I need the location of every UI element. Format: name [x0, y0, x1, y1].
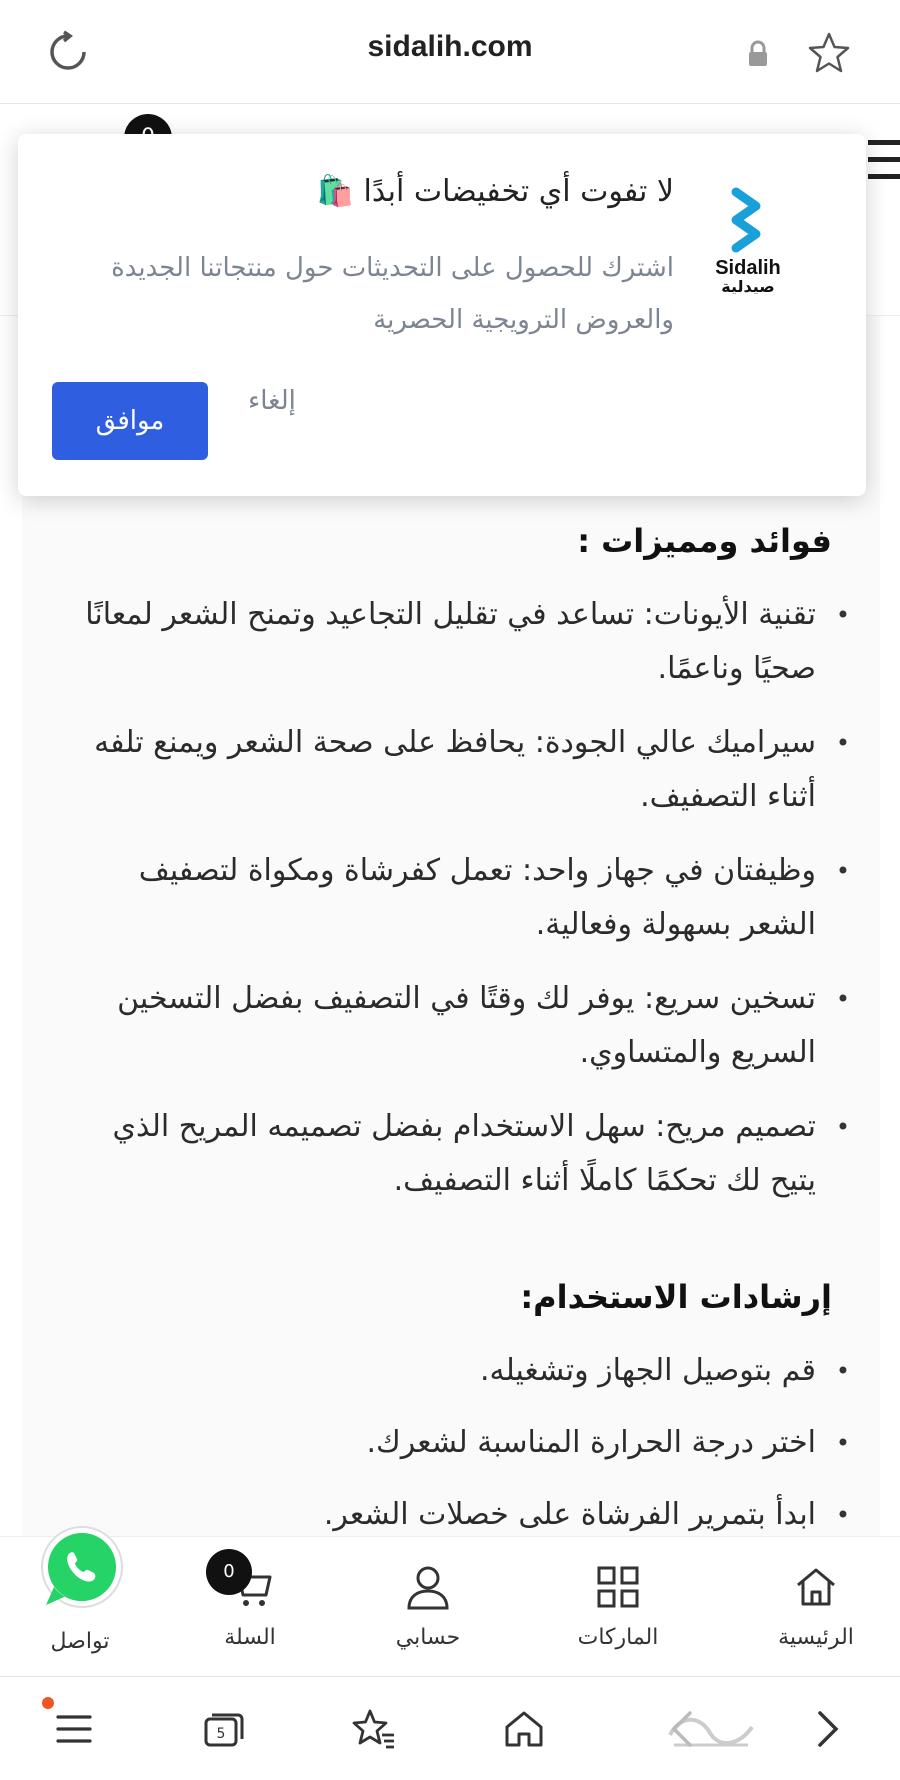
- whatsapp-icon[interactable]: [32, 1523, 128, 1619]
- features-list: [62, 588, 842, 1208]
- subscribe-popup: [18, 134, 866, 496]
- svg-text:5: 5: [216, 1726, 226, 1742]
- tabs-icon[interactable]: [202, 1707, 246, 1751]
- popup-title: لا تفوت أي تخفيضات أبدًا 🛍️: [316, 174, 674, 209]
- list-item: • اختر درجة الحرارة المناسبة لشعرك.: [62, 1416, 842, 1470]
- user-icon: [404, 1563, 452, 1611]
- list-item: • تصميم مريح: سهل الاستخدام بفضل تصميمه المريح الذي يتيح لك تحكمًا كاملًا أثناء التصفيف.: [62, 1100, 842, 1208]
- features-title: فوائد ومميزات :: [577, 522, 832, 560]
- nav-home[interactable]: [746, 1563, 886, 1663]
- list-item: • سيراميك عالي الجودة: يحافظ على صحة الشعر ويمنع تلفه أثناء التصفيف.: [62, 716, 842, 824]
- grid-icon: [594, 1563, 642, 1611]
- cancel-button[interactable]: إلغاء: [248, 386, 296, 416]
- home-icon: [792, 1563, 840, 1611]
- back-icon[interactable]: [660, 1707, 704, 1751]
- usage-list: [62, 1344, 842, 1536]
- bookmark-star-icon[interactable]: [806, 30, 852, 76]
- svg-text:صيدلية: صيدلية: [721, 277, 775, 294]
- nav-brands[interactable]: [548, 1563, 688, 1663]
- notification-dot: [42, 1697, 54, 1709]
- forward-icon[interactable]: [806, 1707, 850, 1751]
- list-item: • وظيفتان في جهاز واحد: تعمل كفرشاة ومكواة لتصفيف الشعر بسهولة وفعالية.: [62, 844, 842, 952]
- home-icon[interactable]: [502, 1707, 546, 1751]
- svg-text:Sidalih: Sidalih: [715, 257, 781, 279]
- nav-account[interactable]: [358, 1563, 498, 1663]
- accept-button[interactable]: موافق: [52, 382, 208, 460]
- nav-home-label: الرئيسية: [778, 1625, 854, 1650]
- cart-count-badge: 0: [206, 1549, 252, 1595]
- nav-contact-label[interactable]: تواصل: [50, 1629, 110, 1654]
- browser-bottom-toolbar: [0, 1676, 900, 1780]
- favorites-icon[interactable]: [352, 1707, 396, 1751]
- nav-account-label: حسابي: [395, 1625, 461, 1650]
- url-text[interactable]: sidalih.com: [367, 30, 533, 63]
- usage-title: إرشادات الاستخدام:: [520, 1278, 832, 1316]
- popup-body: اشترك للحصول على التحديثات حول منتجاتنا الجديدة والعروض الترويجية الحصرية: [111, 253, 674, 335]
- product-description: [22, 316, 880, 1536]
- list-item: • ابدأ بتمرير الفرشاة على خصلات الشعر.: [62, 1488, 842, 1536]
- sidalih-logo: [698, 184, 798, 294]
- header-menu-icon[interactable]: [868, 140, 900, 184]
- list-item: • تقنية الأيونات: تساعد في تقليل التجاعيد وتمنح الشعر لمعانًا صحيًا وناعمًا.: [62, 588, 842, 696]
- nav-cart-label: السلة: [224, 1625, 276, 1650]
- site-bottom-nav: [0, 1536, 900, 1676]
- list-item: • تسخين سريع: يوفر لك وقتًا في التصفيف بفضل التسخين السريع والمتساوي.: [62, 972, 842, 1080]
- lock-icon: [746, 40, 770, 68]
- list-item: • قم بتوصيل الجهاز وتشغيله.: [62, 1344, 842, 1398]
- nav-brands-label: الماركات: [577, 1625, 659, 1650]
- menu-icon[interactable]: [52, 1707, 96, 1751]
- browser-address-bar: [0, 0, 900, 104]
